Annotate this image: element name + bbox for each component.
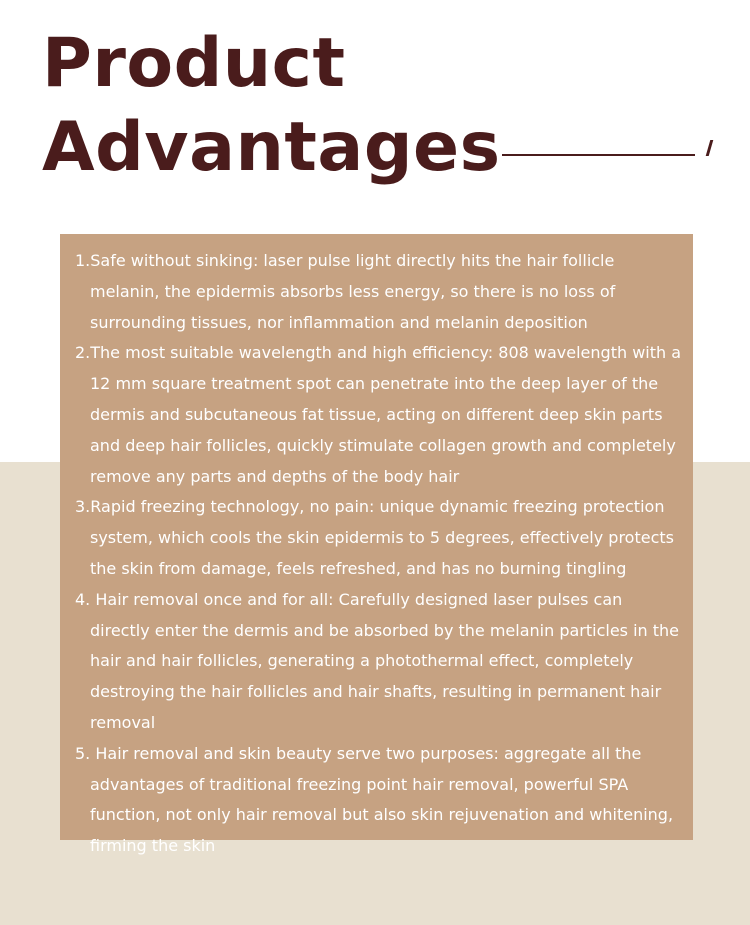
advantage-item-5: 5. Hair removal and skin beauty serve two purposes: aggregate all the advantages of traditional freezing point hair removal, powerful SPA function, not only hair removal but also skin rejuvenation and whitening, firming the skin xyxy=(75,743,674,856)
page-title xyxy=(42,22,501,190)
advantages-panel xyxy=(60,234,693,856)
advantage-item-4: 4. Hair removal once and for all: Carefully designed laser pulses can directly enter the dermis and be absorbed by the melanin particles in the hair and hair follicles, generating a photothermal effect, completely destroying the hair follicles and hair shafts, resulting in permanent hair removal xyxy=(75,589,680,732)
divider-accent-mark xyxy=(706,140,714,156)
advantage-item-2: 2.The most suitable wavelength and high efficiency: 808 wavelength with a 12 mm square treatment spot can penetrate into the deep layer of the dermis and subcutaneous fat tissue, acting on different deep skin parts and deep hair follicles, quickly stimulate collagen growth and completely remove any parts and depths of the body hair xyxy=(75,343,682,486)
title-line-1: Product xyxy=(42,24,346,103)
advantage-item-3: 3.Rapid freezing technology, no pain: unique dynamic freezing protection system, which cools the skin epidermis to 5 degrees, effectively protects the skin from damage, feels refreshed, and has no burning tingling xyxy=(75,497,674,578)
advantage-item-1: 1.Safe without sinking: laser pulse light directly hits the hair follicle melanin, the epidermis absorbs less energy, so there is no loss of surrounding tissues, nor inflammation and melanin deposition xyxy=(75,251,616,332)
title-divider-line xyxy=(502,154,695,156)
title-line-2: Advantages xyxy=(42,108,501,187)
